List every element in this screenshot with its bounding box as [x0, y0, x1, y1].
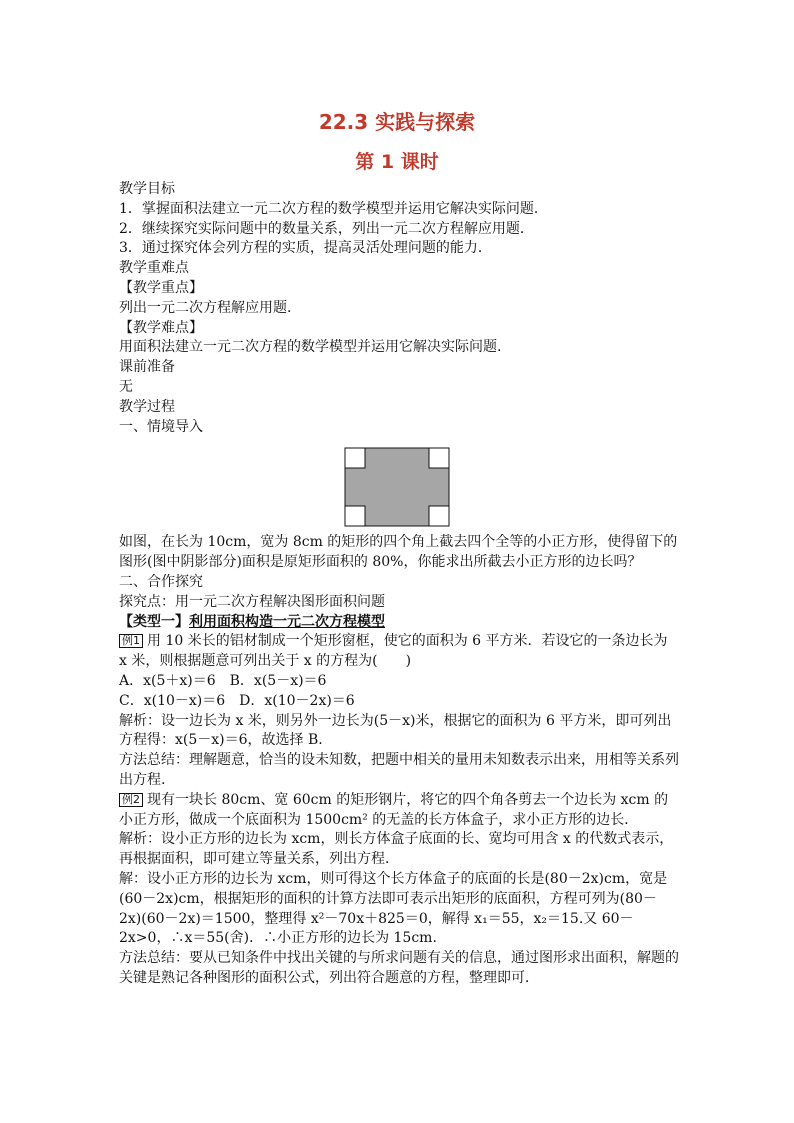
process-heading: 教学过程: [119, 398, 175, 415]
page-subtitle: 第 1 课时: [355, 151, 439, 173]
prep-heading: 课前准备: [119, 359, 175, 376]
corner-square: [345, 506, 365, 526]
explore-point: 探究点：用一元二次方程解决图形面积问题: [119, 593, 385, 610]
example1-summary: 方法总结：理解题意，恰当的设未知数，把题中相关的量用未知数表示出来，用相等关系列出方程.: [119, 752, 679, 788]
example2-question: [119, 791, 679, 831]
example2-summary: 方法总结：要从已知条件中找出关键的与所求问题有关的信息，通过图形求出面积，解题的关键是熟记各种图形的面积公式，列出符合题意的方程，整理即可．: [119, 950, 679, 986]
type1-title: 利用面积构造一元二次方程模型: [189, 613, 385, 630]
corner-square: [429, 448, 449, 468]
example2-solution: 解：设小正方形的边长为 xcm，则可得这个长方体盒子的底面的长是(80－2x)cm，宽是(60－2x)cm，根据矩形的面积的计算方法即可表示出矩形的底面积，方程可列为(80－2x)(60－2x)＝1500，整理得 x²－70x＋825＝0，解得 x₁＝55，x₂＝15.又 60－2x>0，∴x＝55(舍)．∴小正方形的边长为 15cm.: [119, 870, 668, 947]
objective-item: 1．掌握面积法建立一元二次方程的数学模型并运用它解决实际问题．: [119, 200, 548, 217]
difficulty-text: 用面积法建立一元二次方程的数学模型并运用它解决实际问题.: [119, 339, 502, 356]
example1-options-ab: A．x(5＋x)＝6 B．x(5－x)＝6: [119, 672, 327, 689]
type1-heading: [119, 613, 679, 633]
key-points-heading: 教学重难点: [119, 260, 189, 277]
intro-problem: 如图，在长为 10cm，宽为 8cm 的矩形的四个角上截去四个全等的小正方形，使得留下的图形(图中阴影部分)面积是原矩形面积的 80%，你能求出所截去小正方形的边长吗？: [119, 534, 678, 571]
example1-options-cd: C．x(10－x)＝6 D．x(10－2x)＝6: [119, 692, 355, 709]
lesson-content: [119, 180, 679, 989]
page-title: 22.3 实践与探索: [318, 110, 476, 134]
example2-analysis: 解析：设小正方形的边长为 xcm，则长方体盒子底面的长、宽均可用含 x 的代数式表示，再根据面积，即可建立等量关系，列出方程．: [119, 831, 674, 868]
example1-analysis: 解析：设一边长为 x 米，则另外一边长为(5－x)米，根据它的面积为 6 平方米，即可列出方程得：x(5－x)＝6，故选择 B.: [119, 712, 672, 749]
focus-text: 列出一元二次方程解应用题.: [119, 299, 292, 316]
example2-tag: 例2: [119, 793, 143, 807]
example2-text: 现有一块长 80cm、宽 60cm 的矩形钢片，将它的四个角各剪去一个边长为 xcm 的小正方形，做成一个底面积为 1500cm² 的无盖的长方体盒子，求小正方形的边长．: [119, 791, 669, 828]
corner-square: [429, 506, 449, 526]
section-intro-heading: 一、情境导入: [119, 418, 203, 435]
objective-item: 2．继续探究实际问题中的数量关系，列出一元二次方程解应用题．: [119, 220, 534, 237]
corner-square: [345, 448, 365, 468]
section-explore-heading: 二、合作探究: [119, 573, 203, 590]
example1-question: [119, 632, 679, 672]
cut-corner-rectangle-figure: [344, 447, 450, 527]
example1-tag: 例1: [119, 634, 143, 648]
objectives-heading: 教学目标: [119, 181, 175, 197]
prep-text: 无: [119, 378, 133, 395]
objective-item: 3．通过探究体会列方程的实质，提高灵活处理问题的能力．: [119, 240, 492, 257]
difficulty-label: 【教学难点】: [119, 319, 203, 336]
example1-text: 用 10 米长的铝材制成一个矩形窗框，使它的面积为 6 平方米．若设它的一条边长为 x 米，则根据题意可列出关于 x 的方程为( ): [119, 633, 668, 670]
type1-label: 【类型一】: [119, 613, 189, 630]
focus-label: 【教学重点】: [119, 279, 203, 296]
